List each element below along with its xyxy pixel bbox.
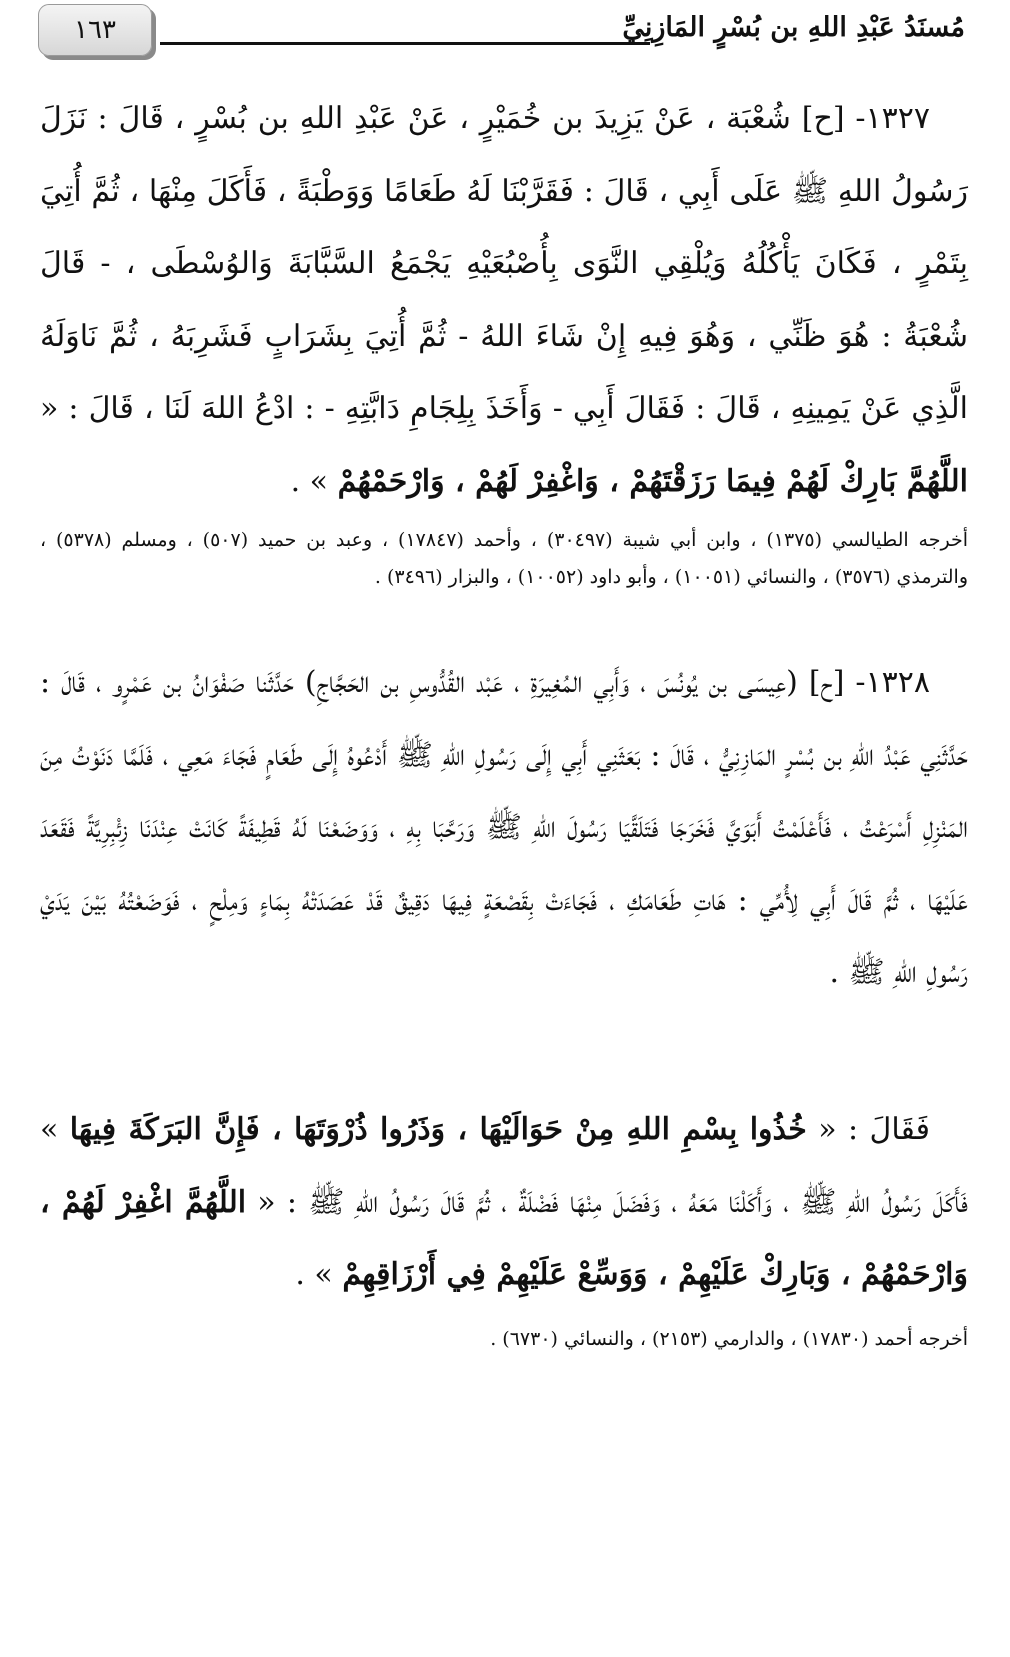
hadith-1327-dua: اللَّهُمَّ بَارِكْ لَهُمْ فِيمَا رَزَقْتَهُمْ ، وَاغْفِرْ لَهُمْ ، وَارْحَمْهُمْ: [337, 463, 968, 499]
takhrij-1327: [40, 522, 968, 596]
hadith-1328-p2-mid: » فَأَكَلَ رَسُولُ اللهِ ﷺ ، وَأَكَلْنَا مَعَهُ ، وَفَضَلَ مِنْهَا فَضْلَةٌ ، ثُمَّ قَالَ رَسُولُ اللهِ ﷺ : «: [40, 1112, 968, 1220]
hadith-1327-paragraph: [40, 83, 968, 518]
hadith-1328: [40, 647, 968, 1010]
takhrij-1328: [40, 1321, 968, 1358]
hadith-1328-dua-1: خُذُوا بِسْمِ اللهِ مِنْ حَوَالَيْهَا ، وَذَرُوا ذُرْوَتَهَا ، فَإِنَّ البَرَكَةَ فِيهَا: [69, 1112, 807, 1147]
takhrij-1327-text: أخرجه الطيالسي (١٣٧٥) ، وابن أبي شيبة (٣٠٤٩٧) ، وأحمد (١٧٨٤٧) ، وعبد بن حميد (٥٠٧) ، ومسلم (٥٣٧٨) ، والترمذي (٣٥٧٦) ، والنسائي (١٠٠٥١) ، وأبو داود (١٠٠٥٢) ، والبزار (٣٤٩٦) .: [40, 529, 968, 588]
page-number: ١٦٣: [74, 15, 116, 45]
hadith-1328-dua-2: اللَّهُمَّ اغْفِرْ لَهُمْ ، وَارْحَمْهُمْ ، وَبَارِكْ عَلَيْهِمْ ، وَوَسِّعْ عَلَيْهِمْ فِي أَرْزَاقِهِمْ: [40, 1184, 968, 1292]
hadith-1328-end: » .: [295, 1257, 333, 1292]
page-number-tab: [38, 4, 152, 56]
hadith-1328-continued: [40, 1094, 968, 1312]
hadith-1328-paragraph-2: [40, 1094, 968, 1312]
hadith-1328-p2-start: فَقَالَ : «: [818, 1112, 930, 1147]
running-head: مُسنَدُ عَبْدِ اللهِ بن بُسْرٍ المَازِنِيِّ: [622, 12, 965, 43]
hadith-1327-end: » .: [290, 463, 329, 499]
header-rule: [160, 42, 650, 45]
hadith-1327: [40, 83, 968, 518]
hadith-1327-text: ١٣٢٧- [ح] شُعْبَة ، عَنْ يَزِيدَ بن خُمَيْرٍ ، عَنْ عَبْدِ اللهِ بن بُسْرٍ ، قَالَ : نَزَلَ رَسُولُ اللهِ ﷺ عَلَى أَبِي ، قَالَ : فَقَرَّبْنَا لَهُ طَعَامًا وَوَطْبَةً ، فَأَكَلَ مِنْهَا ، ثُمَّ أُتِيَ بِتَمْرٍ ، فَكَانَ يَأْكُلُهُ وَيُلْقِي النَّوَى بِأُصْبُعَيْهِ يَجْمَعُ السَّبَّابَةَ وَالوُسْطَى ، - قَالَ شُعْبَةُ : هُوَ ظَنِّي ، وَهُوَ فِيهِ إِنْ شَاءَ اللهُ - ثُمَّ أُتِيَ بِشَرَابٍ فَشَرِبَهُ ، ثُمَّ نَاوَلَهُ الَّذِي عَنْ يَمِينِهِ ، قَالَ : فَقَالَ أَبِي - وَأَخَذَ بِلِجَامِ دَابَّتِهِ - : ادْعُ اللهَ لَنَا ، قَالَ : «: [40, 101, 968, 426]
hadith-1328-paragraph-1: ١٣٢٨- [ح] (عِيسَى بن يُونُسَ ، وَأَبِي المُغِيرَةِ ، عَبْد القُدُّوسِ بن الحَجَّاجِ) حَدَّثَنا صَفْوَانُ بن عَمْرٍو ، قَالَ : حَدَّثَنِي عَبْدُ اللهِ بن بُسْرٍ المَازِنِيُّ ، قَالَ : بَعَثَنِي أَبِي إِلَى رَسُولِ اللهِ ﷺ أَدْعُوهُ إِلَى طَعَامٍ فَجَاءَ مَعِي ، فَلَمَّا دَنَوْتُ مِنَ المَنْزِلِ أَسْرَعْتُ ، فَأَعْلَمْتُ أَبَوَيَّ فَخَرَجَا فَتَلَقَّيَا رَسُولَ اللهِ ﷺ وَرَحَّبَا بِهِ ، وَوَضَعْنَا لَهُ قَطِيفَةً كَانَتْ عِنْدَنَا زِئْبِرِيَّةً فَقَعَدَ عَلَيْهَا ، ثُمَّ قَالَ أَبِي لِأُمِّي : هَاتِ طَعَامَكِ ، فَجَاءَتْ بِقَصْعَةٍ فِيهَا دَقِيقٌ قَدْ عَصَدَتْهُ بِمَاءٍ وَمِلْحٍ ، فَوَضَعْتُهُ بَيْنَ يَدَيْ رَسُولِ اللهِ ﷺ .: [40, 665, 968, 990]
takhrij-1328-text: أخرجه أحمد (١٧٨٣٠) ، والدارمي (٢١٥٣) ، والنسائي (٦٧٣٠) .: [490, 1328, 968, 1350]
